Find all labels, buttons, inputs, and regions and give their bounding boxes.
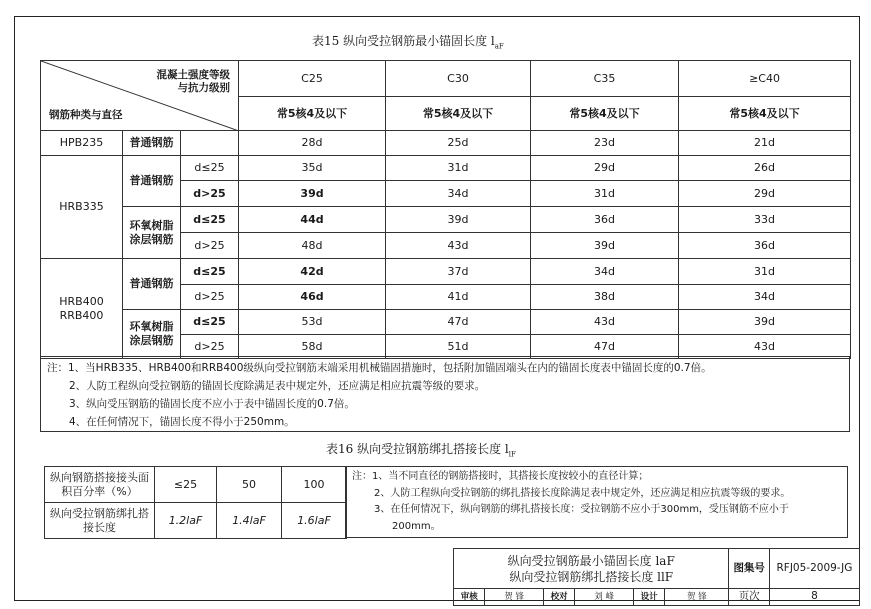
table-row	[41, 310, 851, 335]
cell: 51d	[386, 335, 531, 359]
atlas-label: 图集号	[729, 549, 769, 589]
cell: 47d	[531, 335, 679, 359]
cell: 100	[282, 467, 347, 503]
cell: 35d	[239, 156, 386, 181]
cell: 46d	[239, 285, 386, 310]
steel-type: 普通钢筋	[123, 156, 181, 207]
level-header: 常5核4及以下	[239, 97, 386, 131]
cell: 21d	[679, 131, 851, 156]
cell: 36d	[679, 233, 851, 259]
diameter: d≤25	[181, 310, 239, 335]
note: 3、在任何情况下，纵向钢筋的绑扎搭接长度：受拉钢筋不应小于300mm，受压钢筋不应小于	[374, 504, 789, 515]
grade-header: C35	[531, 61, 679, 97]
grade-header: ≥C40	[679, 61, 851, 97]
check-label: 校对	[543, 589, 574, 606]
level-header: 常5核4及以下	[679, 97, 851, 131]
note: 200mm。	[392, 520, 441, 532]
note: 注：1、当不同直径的钢筋搭接时，其搭接长度按较小的直径计算；	[352, 471, 649, 482]
cell: 43d	[679, 335, 851, 359]
table15-notes	[40, 356, 850, 432]
table16-notes	[345, 466, 848, 538]
cell: 38d	[531, 285, 679, 310]
table-row	[41, 259, 851, 285]
corner-header: 混凝土强度等级 与抗力级别 钢筋种类与直径	[41, 61, 239, 131]
cell: 28d	[239, 131, 386, 156]
diameter: d>25	[181, 285, 239, 310]
steel-grade: HRB400 RRB400	[41, 259, 123, 359]
grade-header: C25	[239, 61, 386, 97]
note: 注：1、当HRB335、HRB400和RRB400级纵向受拉钢筋末端采用机械锚固措施时，包括附加锚固端头在内的锚固长度表中锚固长度的0.7倍。	[47, 362, 712, 374]
cell: 31d	[679, 259, 851, 285]
diameter: d>25	[181, 181, 239, 207]
cell: 34d	[679, 285, 851, 310]
cell: 42d	[239, 259, 386, 285]
cell: 36d	[531, 207, 679, 233]
steel-grade: HPB235	[41, 131, 123, 156]
steel-type: 环氧树脂涂层钢筋	[123, 310, 181, 359]
page-label: 页次	[729, 589, 769, 606]
table16	[44, 466, 347, 539]
cell: 41d	[386, 285, 531, 310]
table-row	[41, 131, 851, 156]
cell: 34d	[531, 259, 679, 285]
steel-grade: HRB335	[41, 156, 123, 259]
row-label: 纵向钢筋搭接接头面积百分率（%）	[45, 467, 155, 503]
cell: 48d	[239, 233, 386, 259]
cell: 1.4laF	[217, 503, 282, 539]
cell: 29d	[531, 156, 679, 181]
page-number: 8	[769, 589, 859, 606]
level-header: 常5核4及以下	[531, 97, 679, 131]
cell: 58d	[239, 335, 386, 359]
cell: 39d	[531, 233, 679, 259]
review-label: 审核	[454, 589, 485, 606]
cell: 50	[217, 467, 282, 503]
reviewer: 贺 锋	[485, 589, 543, 606]
diameter: d≤25	[181, 156, 239, 181]
cell: 31d	[531, 181, 679, 207]
cell: 39d	[679, 310, 851, 335]
table-row	[41, 156, 851, 181]
cell: 43d	[386, 233, 531, 259]
cell: 34d	[386, 181, 531, 207]
note: 3、纵向受压钢筋的锚固长度不应小于表中锚固长度的0.7倍。	[69, 398, 355, 410]
cell: 39d	[239, 181, 386, 207]
cell: 23d	[531, 131, 679, 156]
cell: 33d	[679, 207, 851, 233]
cell: 47d	[386, 310, 531, 335]
cell: 39d	[386, 207, 531, 233]
diameter: d>25	[181, 233, 239, 259]
cell: 31d	[386, 156, 531, 181]
note: 2、人防工程纵向受拉钢筋的绑扎搭接长度除满足表中规定外，还应满足相应抗震等级的要求。	[374, 487, 791, 499]
cell: 53d	[239, 310, 386, 335]
cell: 1.6laF	[282, 503, 347, 539]
diameter: d≤25	[181, 259, 239, 285]
atlas-number: RFJ05-2009-JG	[769, 549, 859, 589]
drawing-title: 纵向受拉钢筋最小锚固长度 laF 纵向受拉钢筋绑扎搭接长度 llF	[454, 549, 729, 589]
table15-title: 表15 纵向受拉钢筋最小锚固长度 $l_{aF}$	[312, 34, 504, 51]
cell: 26d	[679, 156, 851, 181]
note: 2、人防工程纵向受拉钢筋的锚固长度除满足表中规定外，还应满足相应抗震等级的要求。	[69, 380, 486, 392]
diameter: d≤25	[181, 207, 239, 233]
cell: 44d	[239, 207, 386, 233]
cell: 43d	[531, 310, 679, 335]
designer: 贺 锋	[665, 589, 729, 606]
steel-type: 普通钢筋	[123, 131, 181, 156]
cell: 29d	[679, 181, 851, 207]
table-row	[41, 207, 851, 233]
checker: 刘 峰	[575, 589, 633, 606]
table16-title: 表16 纵向受拉钢筋绑扎搭接长度 $l_{lF}$	[326, 442, 516, 459]
row-label: 纵向受拉钢筋绑扎搭接长度	[45, 503, 155, 539]
steel-type: 普通钢筋	[123, 259, 181, 310]
diameter: d>25	[181, 335, 239, 359]
level-header: 常5核4及以下	[386, 97, 531, 131]
steel-type: 环氧树脂涂层钢筋	[123, 207, 181, 259]
cell: 37d	[386, 259, 531, 285]
title-block	[453, 548, 860, 606]
cell: 25d	[386, 131, 531, 156]
cell: 1.2laF	[155, 503, 217, 539]
note: 4、在任何情况下，锚固长度不得小于250mm。	[69, 416, 295, 428]
diameter	[181, 131, 239, 156]
grade-header: C30	[386, 61, 531, 97]
design-label: 设计	[633, 589, 664, 606]
cell: ≤25	[155, 467, 217, 503]
table15	[40, 60, 851, 359]
